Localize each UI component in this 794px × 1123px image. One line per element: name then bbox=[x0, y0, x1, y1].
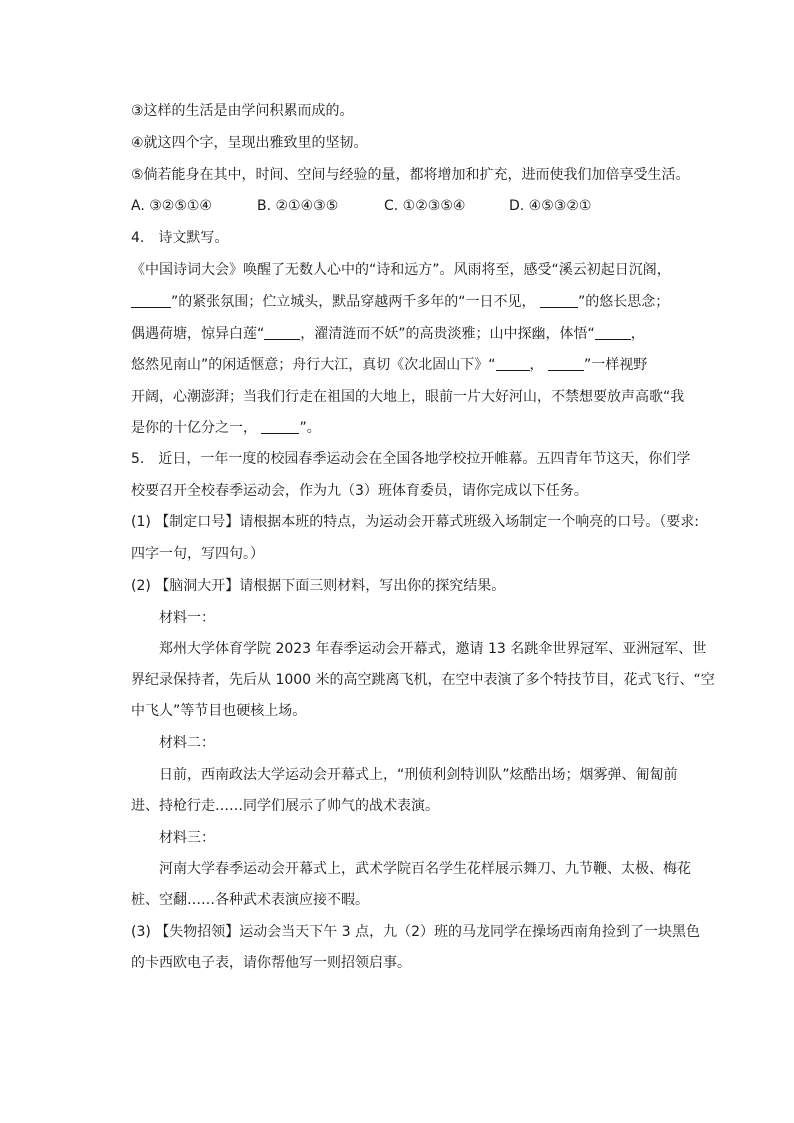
question-4-title: 4. 诗文默写。 bbox=[131, 230, 229, 246]
question-5-line-1: 5. 近日，一年一度的校园春季运动会在全国各地学校拉开帷幕。五四青年节这天，你们学 bbox=[131, 451, 691, 467]
task-1-line-1: (1) 【制定口号】请根据本班的特点，为运动会开幕式班级入场制定一个响亮的口号。（要求: bbox=[131, 514, 699, 530]
blank-4 bbox=[595, 325, 631, 340]
option-c: C. ①②③⑤④ bbox=[384, 198, 466, 214]
material-2-line-2: 进、持枪行走……同学们展示了帅气的战术表演。 bbox=[131, 798, 439, 814]
sentence-5: ⑤倘若能身在其中，时间、空间与经验的量，都将增加和扩充，进而使我们加倍享受生活。 bbox=[131, 167, 690, 183]
option-b: B. ②①④③⑤ bbox=[257, 198, 339, 214]
task-3-line-1: (3) 【失物招领】运动会当天下午 3 点，九（2）班的马龙同学在操场西南角捡到了一块黑色 bbox=[131, 924, 700, 940]
material-3-line-1: 河南大学春季运动会开幕式上，武术学院百名学生花样展示舞刀、九节鞭、太极、梅花 bbox=[159, 861, 691, 877]
material-2-line-1: 日前，西南政法大学运动会开幕式上，“刑侦利剑特训队”炫酷出场；烟雾弹、匍匐前 bbox=[159, 767, 678, 783]
material-1-line-2: 界纪录保持者，先后从 1000 米的高空跳离飞机，在空中表演了多个特技节目，花式飞行、“空 bbox=[131, 672, 715, 688]
option-d: D. ④⑤③②① bbox=[509, 198, 592, 214]
sentence-4: ④就这四个字，呈现出雅致里的坚韧。 bbox=[131, 135, 368, 151]
q4-line-1: 《中国诗词大会》唤醒了无数人心中的“诗和远方”。风雨将至，感受“溪云初起日沉阁， bbox=[131, 262, 671, 278]
q4-line-4: 悠然见南山”的闲适惬意；舟行大江，真切《次北固山下》“ ， ”一样视野 bbox=[131, 357, 648, 373]
blank-6 bbox=[548, 356, 584, 371]
material-2-title: 材料二： bbox=[159, 735, 215, 751]
blank-7 bbox=[261, 419, 299, 434]
task-3-line-2: 的卡西欧电子表，请你帮他写一则招领启事。 bbox=[131, 955, 411, 971]
task-2: (2) 【脑洞大开】请根据下面三则材料，写出你的探究结果。 bbox=[131, 578, 506, 594]
question-5-line-2: 校要召开全校春季运动会，作为九（3）班体育委员，请你完成以下任务。 bbox=[131, 483, 588, 499]
blank-2 bbox=[540, 293, 578, 308]
q4-line-3: 偶遇荷塘，惊异白莲“ ，濯清涟而不妖”的高贵淡雅；山中探幽，体悟“ ， bbox=[131, 326, 645, 342]
material-3-line-2: 桩、空翻……各种武术表演应接不暇。 bbox=[131, 892, 369, 908]
material-1-title: 材料一： bbox=[159, 610, 215, 626]
material-3-title: 材料三： bbox=[159, 830, 215, 846]
q4-line-5: 开阔，心潮澎湃；当我们行走在祖国的大地上，眼前一片大好河山，不禁想要放声高歌“我 bbox=[131, 389, 685, 405]
blank-3 bbox=[264, 325, 300, 340]
material-1-line-1: 郑州大学体育学院 2023 年春季运动会开幕式，邀请 13 名跳伞世界冠军、亚洲冠军、世 bbox=[159, 641, 707, 657]
task-1-line-2: 四字一句，写四句。） bbox=[131, 546, 264, 562]
q4-line-6: 是你的十亿分之一， ”。 bbox=[131, 420, 321, 436]
blank-1 bbox=[131, 293, 171, 308]
blank-5 bbox=[496, 356, 530, 371]
material-1-line-3: 中飞人”等节目也硬核上场。 bbox=[131, 703, 307, 719]
q4-line-2: ”的紧张氛围；伫立城头，默品穿越两千多年的“一日不见， ”的悠长思念； bbox=[131, 292, 669, 312]
answer-options bbox=[131, 196, 661, 216]
option-a: A. ③②⑤①④ bbox=[131, 198, 212, 214]
sentence-3: ③这样的生活是由学问积累而成的。 bbox=[131, 103, 354, 119]
